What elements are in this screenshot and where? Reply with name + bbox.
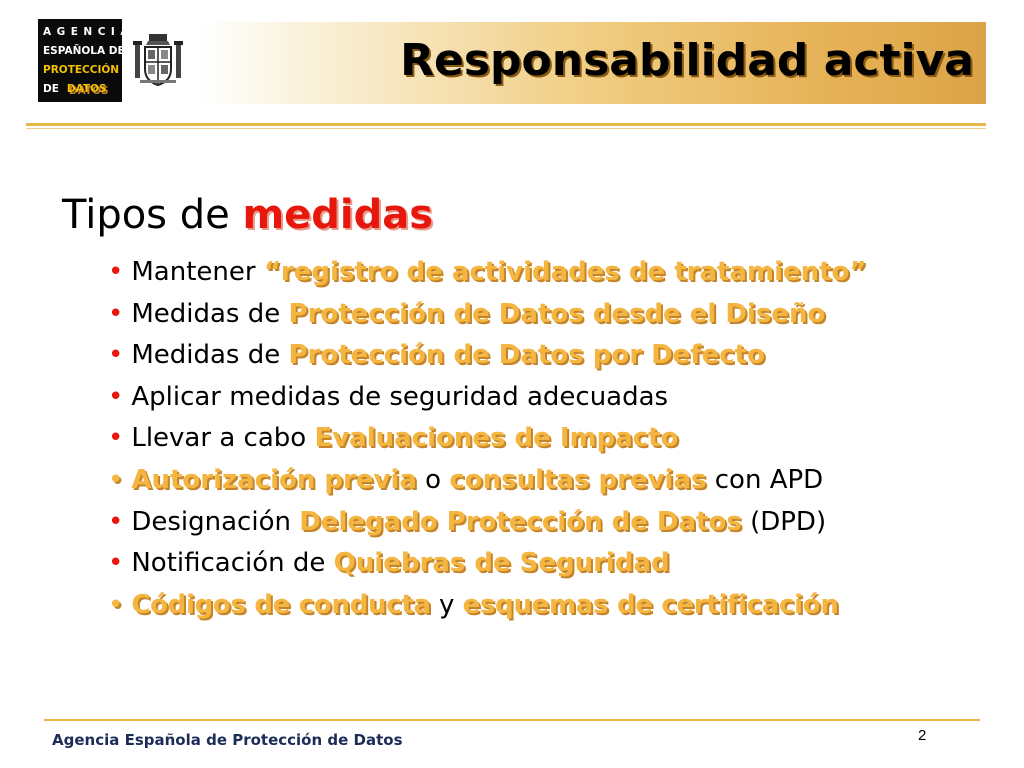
item-connector: y	[438, 589, 455, 620]
item-highlight: Quiebras de Seguridad	[333, 548, 670, 579]
logo-line-4b: DATOS	[66, 83, 107, 95]
list-item	[108, 502, 867, 544]
list-item	[108, 335, 867, 377]
logo-line-4a: DE	[43, 83, 59, 95]
item-text: Medidas de	[131, 298, 281, 329]
bullet-icon: •	[108, 423, 124, 454]
coat-of-arms-icon	[132, 32, 184, 90]
list-item	[108, 418, 867, 460]
title-banner	[198, 22, 986, 104]
heading-accent: medidas	[242, 192, 434, 238]
logo-line-1: AGENCIA	[43, 26, 134, 38]
list-item	[108, 377, 867, 419]
item-highlight: Evaluaciones de Impacto	[314, 423, 679, 454]
section-heading	[62, 190, 433, 240]
logo-line-4	[43, 80, 118, 99]
bullet-icon: •	[108, 506, 124, 537]
bullet-icon: •	[108, 464, 124, 495]
header-divider-thin	[26, 128, 986, 129]
item-text: Mantener	[131, 257, 256, 287]
item-highlight: Autorización previa	[131, 464, 417, 495]
header-divider	[26, 123, 986, 126]
item-text: Llevar a cabo	[131, 423, 307, 454]
footer-divider	[44, 719, 980, 721]
measures-list	[108, 252, 867, 626]
bullet-icon: •	[108, 548, 124, 579]
heading-prefix: Tipos de	[62, 192, 230, 238]
item-highlight: Protección de Datos desde el Diseño	[288, 298, 826, 329]
item-highlight: Delegado Protección de Datos	[299, 506, 742, 537]
item-text-after: (DPD)	[750, 506, 827, 537]
bullet-icon: •	[108, 381, 124, 412]
agency-logo	[38, 19, 134, 102]
list-item	[108, 543, 867, 585]
bullet-icon: •	[108, 340, 124, 371]
item-highlight: “registro de actividades de tratamiento”	[263, 257, 867, 287]
item-connector: o	[425, 464, 442, 495]
item-highlight-2: esquemas de certificación	[462, 589, 839, 620]
item-text: Medidas de	[131, 340, 281, 371]
logo-line-3: PROTECCIÓN	[43, 64, 120, 76]
item-highlight: Códigos de conducta	[131, 589, 431, 620]
item-text-after: con APD	[714, 464, 824, 495]
item-text: Notificación de	[131, 548, 326, 579]
bullet-icon: •	[108, 257, 124, 287]
list-item	[108, 252, 867, 294]
page-number: 2	[918, 727, 927, 744]
list-item	[108, 294, 867, 336]
slide-title: Responsabilidad activa	[400, 35, 974, 86]
footer-organization: Agencia Española de Protección de Datos	[52, 731, 403, 749]
bullet-icon: •	[108, 298, 124, 329]
list-item	[108, 585, 867, 627]
item-highlight-2: consultas previas	[449, 464, 707, 495]
item-highlight: Protección de Datos por Defecto	[288, 340, 765, 371]
logo-line-2: ESPAÑOLA DE	[43, 45, 125, 57]
list-item	[108, 460, 867, 502]
bullet-icon: •	[108, 589, 124, 620]
item-text: Aplicar medidas de seguridad adecuadas	[131, 381, 669, 412]
item-text: Designación	[131, 506, 291, 537]
